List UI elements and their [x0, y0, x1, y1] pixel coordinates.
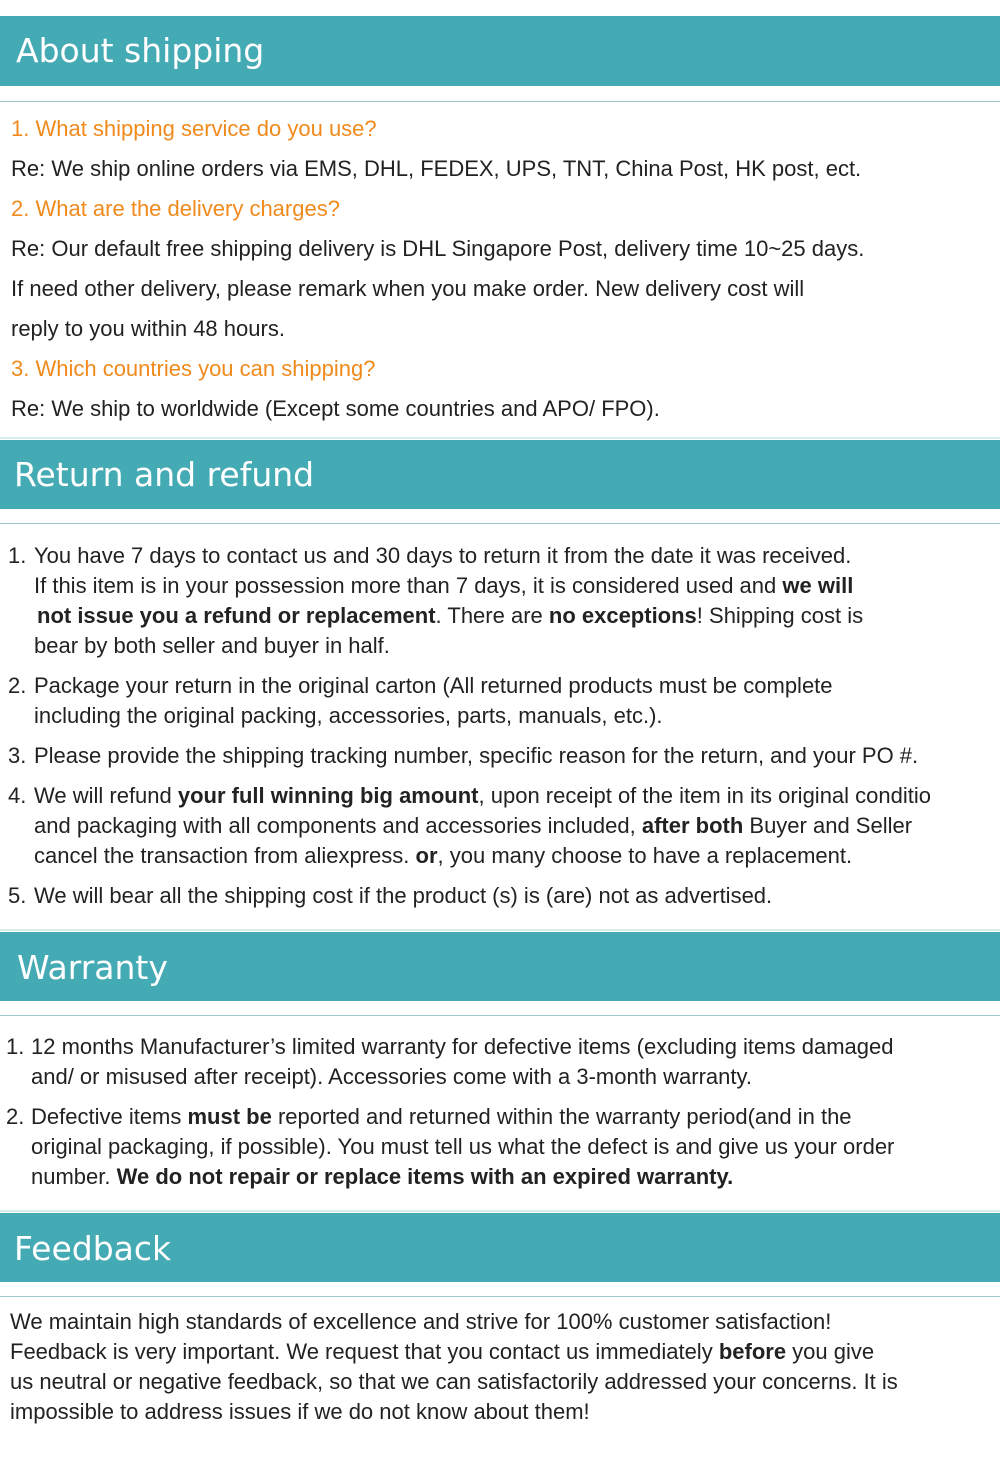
list-item-number: 2. [8, 673, 27, 698]
divider [0, 523, 1000, 524]
list-item-line [31, 1162, 1000, 1192]
list-item [34, 671, 1000, 731]
text-run: Buyer and Seller [743, 813, 913, 838]
faq-answer-2-line-1: Re: Our default free shipping delivery is DHL Singapore Post, delivery time 10~25 days. [11, 236, 865, 261]
text-run: , you many choose to have a replacement. [437, 843, 853, 868]
bold-text: We do not repair or replace items with an expired warranty. [116, 1164, 734, 1189]
section-header-warranty: Warranty [0, 932, 1000, 1001]
divider [0, 437, 1000, 439]
list-item-line: You have 7 days to contact us and 30 days to return it from the date it was received. [34, 543, 852, 568]
section-header-return-and-refund: Return and refund [0, 440, 1000, 509]
list-item [34, 541, 1000, 661]
bold-text: or [415, 843, 438, 868]
bold-text: after both [641, 813, 744, 838]
list-item-line [34, 571, 1000, 601]
section-header-feedback: Feedback [0, 1213, 1000, 1282]
divider [0, 101, 1000, 102]
divider [0, 1015, 1000, 1016]
list-item-line: including the original packing, accessories, parts, manuals, etc.). [34, 703, 663, 728]
list-item [34, 881, 1000, 911]
list-item-line: 12 months Manufacturer’s limited warranty for defective items (excluding items damaged [31, 1034, 894, 1059]
paragraph-line [10, 1337, 898, 1367]
text-run: Feedback is very important. We request that you contact us immediately [10, 1339, 719, 1364]
list-item [31, 1032, 1000, 1092]
bold-text: your full winning big amount [177, 783, 479, 808]
faq-answer-2-line-2: If need other delivery, please remark when you make order. New delivery cost will [11, 276, 805, 301]
paragraph-line: us neutral or negative feedback, so that we can satisfactorily addressed your concerns. It is [10, 1369, 898, 1394]
list-item-line [34, 601, 1000, 631]
text-run: reported and returned within the warranty period(and in the [271, 1104, 852, 1129]
bold-text: we will [782, 573, 854, 598]
bold-text: no exceptions [548, 603, 697, 628]
list-item-line: We will bear all the shipping cost if the product (s) is (are) not as advertised. [34, 883, 773, 908]
faq-question-3: 3. Which countries you can shipping? [11, 356, 376, 381]
text-run: If this item is in your possession more than 7 days, it is considered used and [34, 573, 783, 598]
list-item-number: 2. [6, 1104, 25, 1129]
faq-question-1: 1. What shipping service do you use? [11, 116, 377, 141]
text-run: We will refund [34, 783, 178, 808]
list-item-number: 4. [8, 783, 27, 808]
text-run: Defective items [31, 1104, 188, 1129]
text-run: number. [31, 1164, 117, 1189]
paragraph-line: We maintain high standards of excellence and strive for 100% customer satisfaction! [10, 1309, 832, 1334]
list-item-number: 1. [8, 543, 27, 568]
list-item-number: 5. [8, 883, 27, 908]
list-item [31, 1102, 1000, 1192]
paragraph-line: impossible to address issues if we do not know about them! [10, 1399, 590, 1424]
list-item-line [34, 811, 1000, 841]
text-run: you give [786, 1339, 875, 1364]
list-item-number: 1. [6, 1034, 25, 1059]
text-run: and packaging with all components and accessories included, [34, 813, 642, 838]
list-item-line: Package your return in the original carton (All returned products must be complete [34, 673, 833, 698]
list-item-line: and/ or misused after receipt). Accessories come with a 3-month warranty. [31, 1064, 752, 1089]
feedback-paragraph [10, 1307, 898, 1427]
list-item [34, 741, 1000, 771]
divider [0, 1210, 1000, 1212]
list-item-line [34, 781, 1000, 811]
list-item [34, 781, 1000, 871]
text-run: ! Shipping cost is [696, 603, 864, 628]
text-run: , upon receipt of the item in its original conditio [478, 783, 931, 808]
bold-text: not issue you a refund or replacement [37, 603, 436, 628]
list-item-line: bear by both seller and buyer in half. [34, 633, 390, 658]
text-run: . There are [435, 603, 549, 628]
list-item-line [34, 841, 1000, 871]
text-run: cancel the transaction from aliexpress. [34, 843, 416, 868]
list-item-number: 3. [8, 743, 27, 768]
faq-question-2: 2. What are the delivery charges? [11, 196, 340, 221]
faq-answer-2-line-3: reply to you within 48 hours. [11, 316, 285, 341]
faq-answer-3: Re: We ship to worldwide (Except some countries and APO/ FPO). [11, 396, 660, 421]
bold-text: must be [187, 1104, 272, 1129]
bold-text: before [718, 1339, 787, 1364]
section-header-about-shipping: About shipping [0, 16, 1000, 86]
list-item-line [31, 1102, 1000, 1132]
list-item-line: Please provide the shipping tracking number, specific reason for the return, and your PO #. [34, 743, 919, 768]
faq-answer-1: Re: We ship online orders via EMS, DHL, FEDEX, UPS, TNT, China Post, HK post, ect. [11, 156, 862, 181]
divider [0, 1296, 1000, 1297]
list-item-line: original packaging, if possible). You must tell us what the defect is and give us your order [31, 1134, 895, 1159]
divider [0, 929, 1000, 931]
